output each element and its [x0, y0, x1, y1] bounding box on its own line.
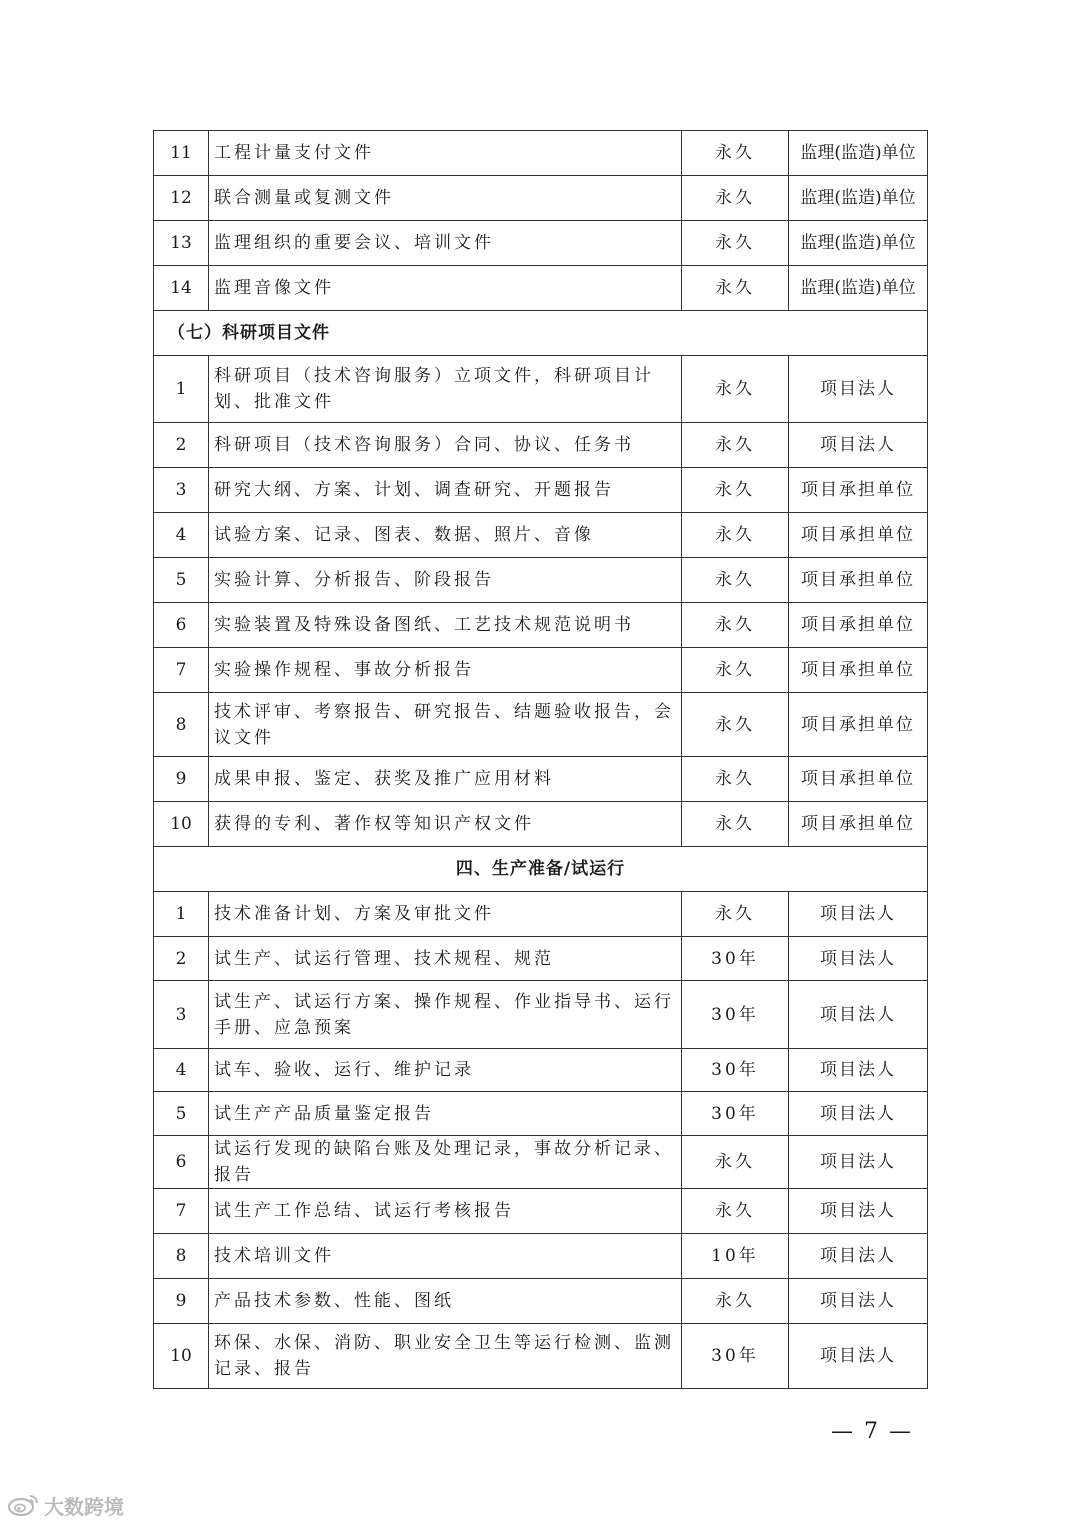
document-description: 获得的专利、著作权等知识产权文件: [209, 802, 682, 847]
table-row: [154, 468, 928, 513]
custodian-unit: 监理(监造)单位: [789, 266, 928, 311]
watermark: [6, 1491, 124, 1519]
row-number: 7: [154, 648, 209, 693]
row-number: 10: [154, 1324, 209, 1389]
table-row: [154, 1136, 928, 1189]
weibo-logo-icon: [6, 1493, 40, 1517]
table-row: [154, 1324, 928, 1389]
document-description: 成果申报、鉴定、获奖及推广应用材料: [209, 757, 682, 802]
custodian-unit: 项目法人: [789, 1234, 928, 1279]
retention-period: 永久: [682, 1189, 789, 1234]
row-number: 14: [154, 266, 209, 311]
document-description: 科研项目（技术咨询服务）立项文件，科研项目计划、批准文件: [209, 356, 682, 423]
custodian-unit: 项目法人: [789, 1136, 928, 1189]
section-row: [154, 847, 928, 892]
row-number: 8: [154, 1234, 209, 1279]
retention-period: 永久: [682, 356, 789, 423]
document-description: 研究大纲、方案、计划、调查研究、开题报告: [209, 468, 682, 513]
retention-period: 永久: [682, 221, 789, 266]
retention-period: 30年: [682, 981, 789, 1049]
custodian-unit: 项目法人: [789, 356, 928, 423]
retention-period: 永久: [682, 757, 789, 802]
row-number: 7: [154, 1189, 209, 1234]
row-number: 2: [154, 423, 209, 468]
custodian-unit: 项目法人: [789, 1189, 928, 1234]
table-row: [154, 356, 928, 423]
document-description: 技术准备计划、方案及审批文件: [209, 892, 682, 937]
retention-period: 永久: [682, 131, 789, 176]
custodian-unit: 项目承担单位: [789, 603, 928, 648]
retention-period: 永久: [682, 468, 789, 513]
table-row: [154, 558, 928, 603]
retention-period: 永久: [682, 603, 789, 648]
table-body: [154, 131, 928, 1389]
table-row: [154, 981, 928, 1049]
table-row: [154, 266, 928, 311]
page-number: — 7 —: [831, 1419, 913, 1444]
retention-period: 30年: [682, 1049, 789, 1092]
section-title: （七）科研项目文件: [154, 311, 928, 356]
document-description: 监理音像文件: [209, 266, 682, 311]
document-description: 试验方案、记录、图表、数据、照片、音像: [209, 513, 682, 558]
table-row: [154, 1189, 928, 1234]
document-description: 试生产、试运行方案、操作规程、作业指导书、运行手册、应急预案: [209, 981, 682, 1049]
document-description: 实验计算、分析报告、阶段报告: [209, 558, 682, 603]
custodian-unit: 项目承担单位: [789, 468, 928, 513]
custodian-unit: 项目法人: [789, 1092, 928, 1136]
row-number: 5: [154, 558, 209, 603]
table-row: [154, 693, 928, 757]
retention-period: 30年: [682, 937, 789, 981]
row-number: 4: [154, 513, 209, 558]
retention-period: 永久: [682, 423, 789, 468]
retention-period: 永久: [682, 693, 789, 757]
document-description: 工程计量支付文件: [209, 131, 682, 176]
document-description: 实验操作规程、事故分析报告: [209, 648, 682, 693]
document-description: 试运行发现的缺陷台账及处理记录，事故分析记录、报告: [209, 1136, 682, 1189]
section-title: 四、生产准备/试运行: [154, 847, 928, 892]
custodian-unit: 项目法人: [789, 423, 928, 468]
row-number: 11: [154, 131, 209, 176]
archive-retention-table: [153, 130, 928, 1389]
table-row: [154, 1092, 928, 1136]
document-description: 环保、水保、消防、职业安全卫生等运行检测、监测记录、报告: [209, 1324, 682, 1389]
watermark-text: 大数跨境: [44, 1494, 124, 1519]
custodian-unit: 项目承担单位: [789, 558, 928, 603]
retention-period: 永久: [682, 513, 789, 558]
row-number: 12: [154, 176, 209, 221]
document-description: 产品技术参数、性能、图纸: [209, 1279, 682, 1324]
custodian-unit: 项目承担单位: [789, 648, 928, 693]
row-number: 4: [154, 1049, 209, 1092]
table-row: [154, 937, 928, 981]
table-row: [154, 131, 928, 176]
row-number: 10: [154, 802, 209, 847]
custodian-unit: 项目法人: [789, 1279, 928, 1324]
table-row: [154, 648, 928, 693]
row-number: 3: [154, 981, 209, 1049]
table-row: [154, 802, 928, 847]
row-number: 1: [154, 892, 209, 937]
document-description: 技术评审、考察报告、研究报告、结题验收报告，会议文件: [209, 693, 682, 757]
retention-period: 永久: [682, 266, 789, 311]
document-description: 试生产工作总结、试运行考核报告: [209, 1189, 682, 1234]
custodian-unit: 监理(监造)单位: [789, 131, 928, 176]
retention-period: 永久: [682, 558, 789, 603]
document-description: 监理组织的重要会议、培训文件: [209, 221, 682, 266]
retention-period: 永久: [682, 802, 789, 847]
custodian-unit: 项目法人: [789, 937, 928, 981]
row-number: 8: [154, 693, 209, 757]
section-row: [154, 311, 928, 356]
retention-period: 永久: [682, 176, 789, 221]
custodian-unit: 项目法人: [789, 1049, 928, 1092]
row-number: 3: [154, 468, 209, 513]
document-description: 技术培训文件: [209, 1234, 682, 1279]
table-row: [154, 513, 928, 558]
table-row: [154, 1049, 928, 1092]
row-number: 9: [154, 757, 209, 802]
retention-period: 永久: [682, 1279, 789, 1324]
table-row: [154, 1234, 928, 1279]
document-description: 试生产、试运行管理、技术规程、规范: [209, 937, 682, 981]
retention-period: 永久: [682, 1136, 789, 1189]
row-number: 9: [154, 1279, 209, 1324]
table-row: [154, 176, 928, 221]
retention-period: 30年: [682, 1092, 789, 1136]
table-row: [154, 1279, 928, 1324]
document-description: 联合测量或复测文件: [209, 176, 682, 221]
custodian-unit: 项目承担单位: [789, 513, 928, 558]
table-row: [154, 221, 928, 266]
custodian-unit: 监理(监造)单位: [789, 221, 928, 266]
document-description: 实验装置及特殊设备图纸、工艺技术规范说明书: [209, 603, 682, 648]
retention-period: 永久: [682, 892, 789, 937]
table-row: [154, 603, 928, 648]
retention-period: 10年: [682, 1234, 789, 1279]
custodian-unit: 监理(监造)单位: [789, 176, 928, 221]
document-description: 试生产产品质量鉴定报告: [209, 1092, 682, 1136]
custodian-unit: 项目承担单位: [789, 693, 928, 757]
custodian-unit: 项目承担单位: [789, 802, 928, 847]
row-number: 6: [154, 1136, 209, 1189]
row-number: 2: [154, 937, 209, 981]
document-description: 科研项目（技术咨询服务）合同、协议、任务书: [209, 423, 682, 468]
row-number: 1: [154, 356, 209, 423]
retention-period: 30年: [682, 1324, 789, 1389]
row-number: 6: [154, 603, 209, 648]
table-row: [154, 423, 928, 468]
custodian-unit: 项目承担单位: [789, 757, 928, 802]
custodian-unit: 项目法人: [789, 981, 928, 1049]
table-row: [154, 892, 928, 937]
table-row: [154, 757, 928, 802]
row-number: 13: [154, 221, 209, 266]
document-description: 试车、验收、运行、维护记录: [209, 1049, 682, 1092]
retention-period: 永久: [682, 648, 789, 693]
row-number: 5: [154, 1092, 209, 1136]
custodian-unit: 项目法人: [789, 1324, 928, 1389]
custodian-unit: 项目法人: [789, 892, 928, 937]
